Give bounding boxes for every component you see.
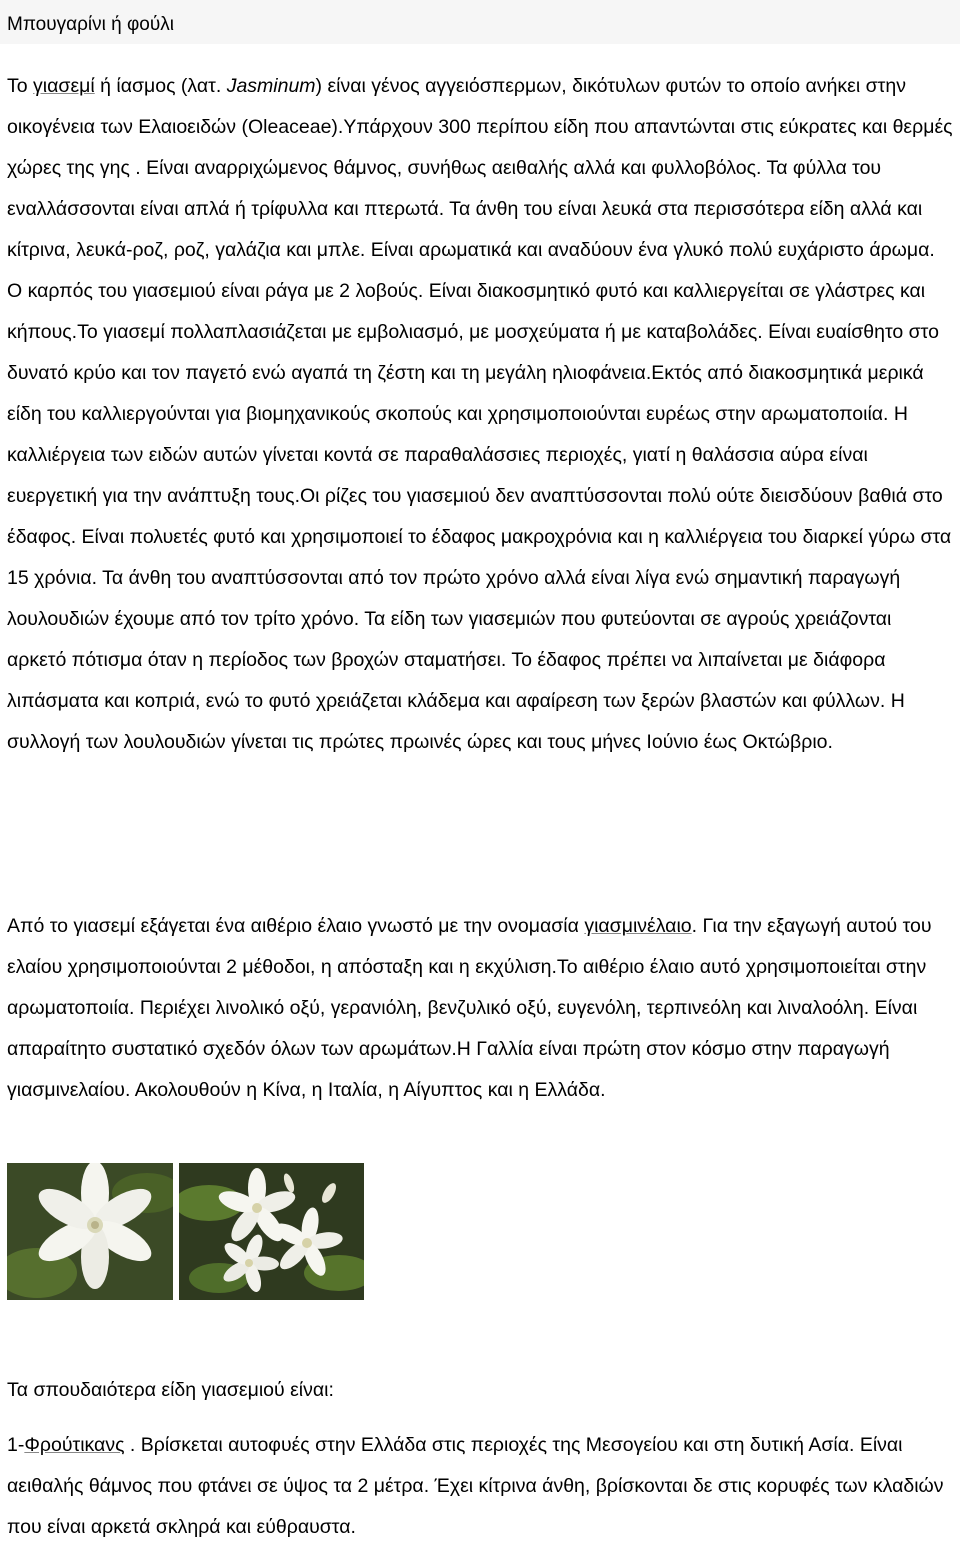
header-bar [0, 0, 960, 44]
intro-paragraph [7, 66, 955, 763]
page-title: Μπουγαρίνι ή φούλι [7, 14, 174, 35]
jasmine-cluster-image [179, 1163, 364, 1300]
text-run: Από το γιασεμί εξάγεται ένα αιθέριο έλαιο γνωστό με την ονομασία [7, 915, 585, 937]
link-fruticans[interactable]: Φρούτικανς [24, 1434, 125, 1456]
species-heading: Τα σπουδαιότερα είδη γιασεμιού είναι: [7, 1379, 334, 1401]
species-item-1 [7, 1425, 955, 1548]
text-run: ) είναι γένος αγγειόσπερμων, δικότυλων φυτών το οποίο ανήκει στην οικογένεια των Ελαιοειδών (Oleaceae).Υπάρχουν 300 περίπου είδη που απαντώνται στις εύκρατες και θερμές χώρες της γης . Είναι αναρριχώμενος θάμνος, συνήθως αειθαλής αλλά και φυλλοβόλος. Τα φύλλα του εναλλάσσονται είναι απλά ή τρίφυλλα και πτερωτά. Τα άνθη του είναι λευκά στα περισσότερα είδη αλλά και κίτρινα, λευκά-ροζ, ροζ, γαλάζια και μπλε. Είναι αρωματικά και αναδύουν ένα γλυκό πολύ ευχάριστο άρωμα. Ο καρπός του γιασεμιού είναι ράγα με 2 λοβούς. Είναι διακοσμητικό φυτό και καλλιεργείται σε γλάστρες και κήπους.Το γιασεμί πολλαπλασιάζεται με εμβολιασμό, με μοσχεύματα ή με καταβολάδες. Είναι ευαίσθητο στο δυνατό κρύο και τον παγετό ενώ αγαπά τη ζέστη και τη μεγάλη ηλιοφάνεια.Εκτός από διακοσμητικά μερικά είδη του καλλιεργούνται για βιομηχανικούς σκοπούς και χρησιμοποιούνται ευρέως στην αρωματοποιία. Η καλλιέργεια των ειδών αυτών γίνεται κοντά σε παραθαλάσσιες περιοχές, γιατί η θαλάσσια αύρα είναι ευεργετική για την ανάπτυξη τους.Οι ρίζες του γιασεμιού δεν αναπτύσσονται πολύ ούτε διεισδύουν βαθιά στο έδαφος. Είναι πολυετές φυτό και χρησιμοποιεί το έδαφος μακροχρόνια και η καλλιέργεια του διαρκεί γύρω στα 15 χρόνια. Τα άνθη του αναπτύσσονται από τον πρώτο χρόνο αλλά είναι λίγα ενώ σημαντική παραγωγή λουλουδιών έχουμε από τον τρίτο χρόνο. Τα είδη των γιασεμιών που φυτεύονται σε αγρούς χρειάζονται αρκετό πότισμα όταν η περίοδος των βροχών σταματήσει. Το έδαφος πρέπει να λιπαίνεται με διάφορα λιπάσματα και κοπριά, ενώ το φυτό χρειάζεται κλάδεμα και αφαίρεση των ξερών βλαστών και φύλλων. Η συλλογή των λουλουδιών γίνεται τις πρώτες πρωινές ώρες και τους μήνες Ιούνιο έως Οκτώβριο. [7, 75, 953, 753]
jasmine-photo-1 [7, 1163, 173, 1300]
text-run: ή ίασμος (λατ. [94, 75, 227, 97]
text-run: 1- [7, 1434, 25, 1456]
text-run: . Για την εξαγωγή αυτού του ελαίου χρησιμοποιούνται 2 μέθοδοι, η απόσταξη και η εκχύλιση.Το αιθέριο έλαιο αυτό χρησιμοποιείται στην αρωματοποιία. Περιέχει λινολικό οξύ, γερανιόλη, βενζυλικό οξύ, ευγενόλη, τερπινεόλη και λιναλοόλη. Είναι απαραίτητο συστατικό σχεδόν όλων των αρωμάτων.Η Γαλλία είναι πρώτη στον κόσμο στην παραγωγή γιασμινελαίου. Ακολουθούν η Κίνα, η Ιταλία, η Αίγυπτος και η Ελλάδα. [7, 915, 932, 1101]
text-run: Το [7, 75, 34, 97]
jasmine-photo-2 [179, 1163, 364, 1300]
link-jasmine-oil[interactable]: γιασμινέλαιο [584, 915, 692, 937]
link-jasmine[interactable]: γιασεμί [33, 75, 95, 97]
jasmine-flower-image [7, 1163, 173, 1300]
latin-name: Jasminum [226, 75, 316, 97]
text-run: . Βρίσκεται αυτοφυές στην Ελλάδα στις περιοχές της Μεσογείου και στη δυτική Ασία. Είναι αειθαλής θάμνος που φτάνει σε ύψος τα 2 μέτρα. Έχει κίτρινα άνθη, βρίσκονται δε στις κορυφές των κλαδιών που είναι αρκετά σκληρά και εύθραυστα. [7, 1434, 944, 1538]
oil-paragraph [7, 906, 955, 1111]
